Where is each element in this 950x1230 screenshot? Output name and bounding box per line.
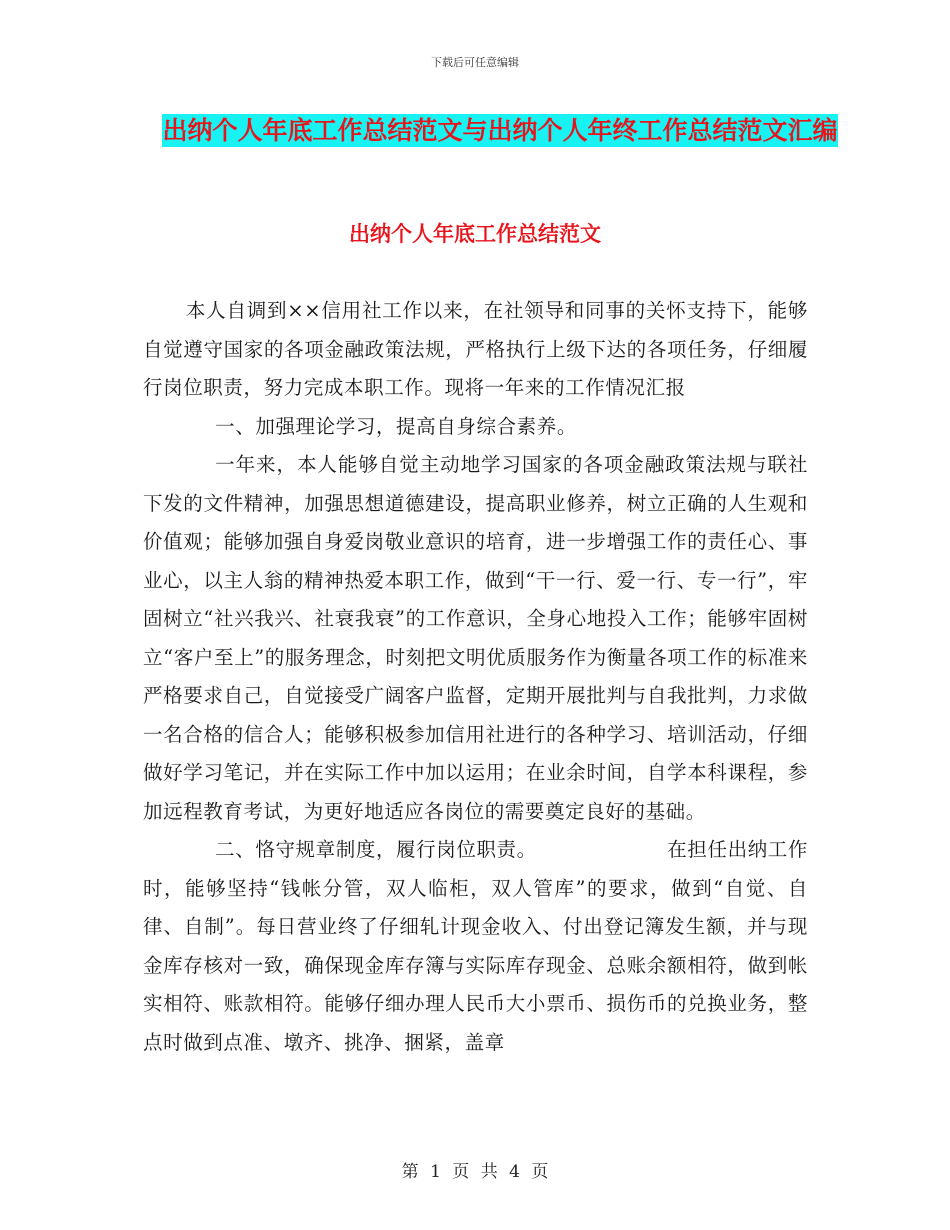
document-subtitle: 出纳个人年底工作总结范文 <box>349 221 601 246</box>
document-body <box>143 292 808 1062</box>
section-1-heading: 一、加强理论学习，提高自身综合素养。 <box>215 414 577 438</box>
section-2-paragraph: 时，能够坚持“钱帐分管，双人临柜，双人管库”的要求，做到“自觉、自律、自制”。每日营业终了仔细轧计现金收入、付出登记簿发生额，并与现金库存核对一致，确保现金库存簿与实际库存现金、总账余额相符，做到帐实相符、账款相符。能够仔细办理人民币大小票币、损伤币的兑换业务，整点时做到点准、墩齐、挑净、捆紧，盖章 <box>143 876 808 1054</box>
section-2-lead: 在担任出纳工作 <box>667 838 808 861</box>
section-1-paragraph: 一年来，本人能够自觉主动地学习国家的各项金融政策法规与联社下发的文件精神，加强思想道德建设，提高职业修养，树立正确的人生观和价值观；能够加强自身爱岗敬业意识的培育，进一步增强工作的责任心、事业心，以主人翁的精神热爱本职工作，做到“干一行、爱一行、专一行”，牢固树立“社兴我兴、社衰我衰”的工作意识，全身心地投入工作；能够牢固树立“客户至上”的服务理念，时刻把文明优质服务作为衡量各项工作的标准来严格要求自己，自觉接受广阔客户监督，定期开展批判与自我批判，力求做一名合格的信合人；能够积极参加信用社进行的各种学习、培训活动，仔细做好学习笔记，并在实际工作中加以运用；在业余时间，自学本科课程，参加远程教育考试，为更好地适应各岗位的需要奠定良好的基础。 <box>143 453 808 823</box>
section-2-heading-line <box>143 831 808 870</box>
page-footer: 第 1 页 共 4 页 <box>401 1162 549 1182</box>
document-title-text: 出纳个人年底工作总结范文与出纳个人年终工作总结范文汇编 <box>162 116 838 145</box>
section-2-heading: 二、恪守规章制度，履行岗位职责。 <box>215 838 537 861</box>
intro-paragraph: 本人自调到××信用社工作以来，在社领导和同事的关怀支持下，能够自觉遵守国家的各项金融政策法规，严格执行上级下达的各项任务，仔细履行岗位职责，努力完成本职工作。现将一年来的工作情况汇报 <box>143 299 808 399</box>
header-note: 下载后可任意编辑 <box>431 56 519 69</box>
document-title <box>150 108 850 154</box>
